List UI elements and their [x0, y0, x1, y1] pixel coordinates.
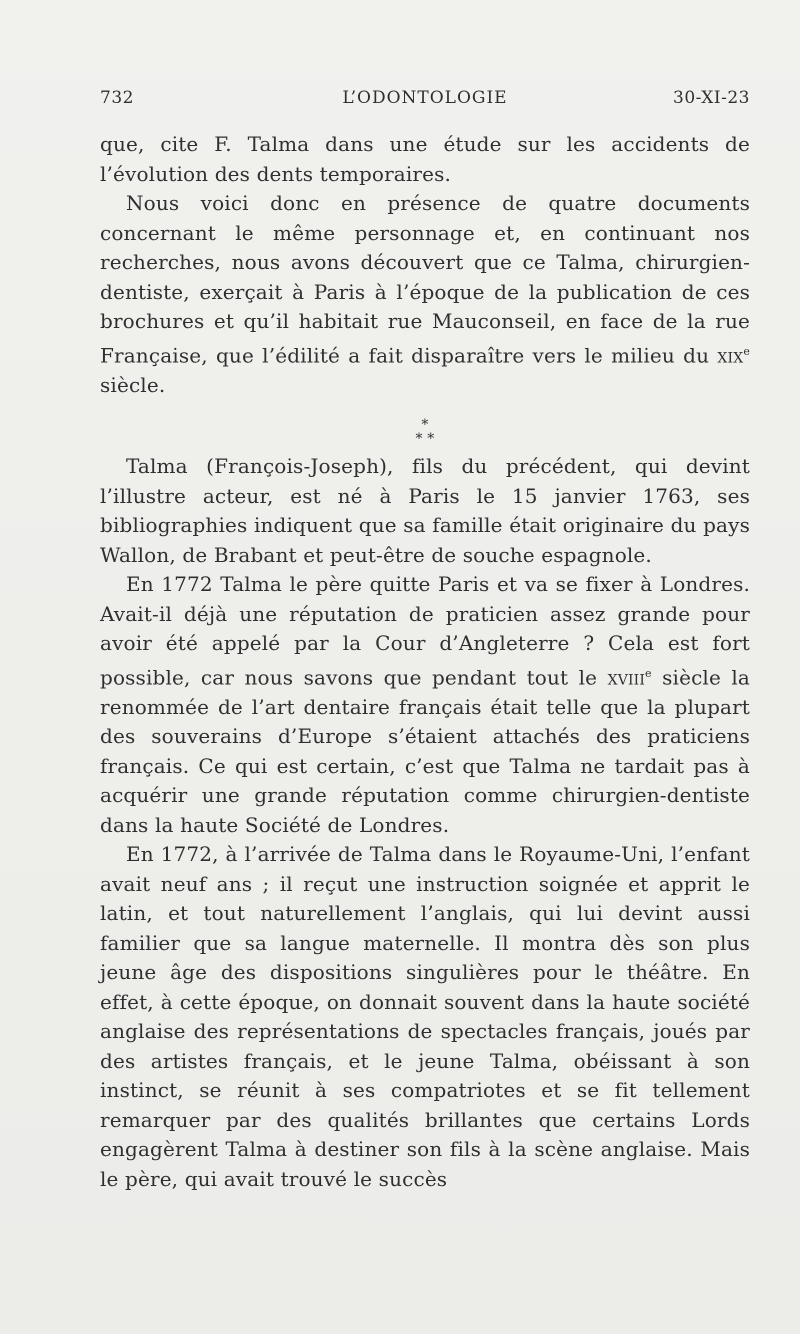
century-18-numeral: xviii — [607, 665, 646, 690]
century-19-superscript: e — [743, 344, 750, 358]
journal-title: L’ODONTOLOGIE — [342, 88, 508, 108]
century-19-tail: siècle. — [100, 372, 166, 397]
century-19-numeral: xix — [717, 343, 744, 368]
paragraph-2-text: Nous voici donc en présence de quatre documents concernant le même personnage et, en continuant nos recherches, nous avons découvert que ce Talma, chirurgien-dentiste, exerçait à Paris à l’époque de la publication de ces brochures et qu’il habitait rue Mauconseil, en face de la rue Française, que l’édilité a fait disparaître vers le milieu du — [100, 191, 750, 368]
paragraph-3: Talma (François-Joseph), fils du précédent, qui devint l’illustre acteur, est né à Paris le 15 janvier 1763, ses bibliographies indiquent que sa famille était originaire du pays Wallon, de Brabant et peut-être de souche espagnole. — [100, 454, 750, 567]
paragraph-2 — [100, 189, 750, 400]
asterism-bottom: * * — [415, 431, 435, 448]
page-number: 732 — [100, 88, 134, 108]
body-text — [100, 130, 750, 1194]
century-18-superscript: e — [645, 666, 652, 680]
paragraph-1: que, cite F. Talma dans une étude sur les accidents de l’évolution des dents temporaires. — [100, 132, 750, 186]
section-asterism — [100, 404, 750, 452]
asterism-top: * — [421, 417, 429, 434]
century-18-tail: siècle la renommée de l’art dentaire français était telle que la plupart des souverains d’Europe s’étaient attachés des praticiens français. Ce qui est certain, c’est que Talma ne tardait pas à acquérir une grande réputation comme chirurgien-dentiste dans la haute Société de Londres. — [100, 665, 751, 837]
paragraph-5: En 1772, à l’arrivée de Talma dans le Royaume-Uni, l’enfant avait neuf ans ; il reçut une instruction soignée et apprit le latin, et tout naturellement l’anglais, qui lui devint aussi familier que sa langue maternelle. Il montra dès son plus jeune âge des dispositions singulières pour le théâtre. En effet, à cette époque, on donnait souvent dans la haute société anglaise des représentations de spectacles français, joués par des artistes français, et le jeune Talma, obéissant à son instinct, se réunit à ses compatriotes et se fit tellement remarquer par des qualités brillantes que certains Lords engagèrent Talma à destiner son fils à la scène anglaise. Mais le père, qui avait trouvé le succès — [100, 842, 750, 1191]
issue-date: 30-XI-23 — [673, 88, 750, 108]
paragraph-4-text: En 1772 Talma le père quitte Paris et va se fixer à Londres. Avait-il déjà une réputation de praticien assez grande pour avoir été appelé par la Cour d’Angleterre ? Cela est fort possible, car nous savons que pendant tout le — [100, 572, 750, 690]
paragraph-4 — [100, 570, 750, 840]
running-head — [100, 88, 750, 118]
